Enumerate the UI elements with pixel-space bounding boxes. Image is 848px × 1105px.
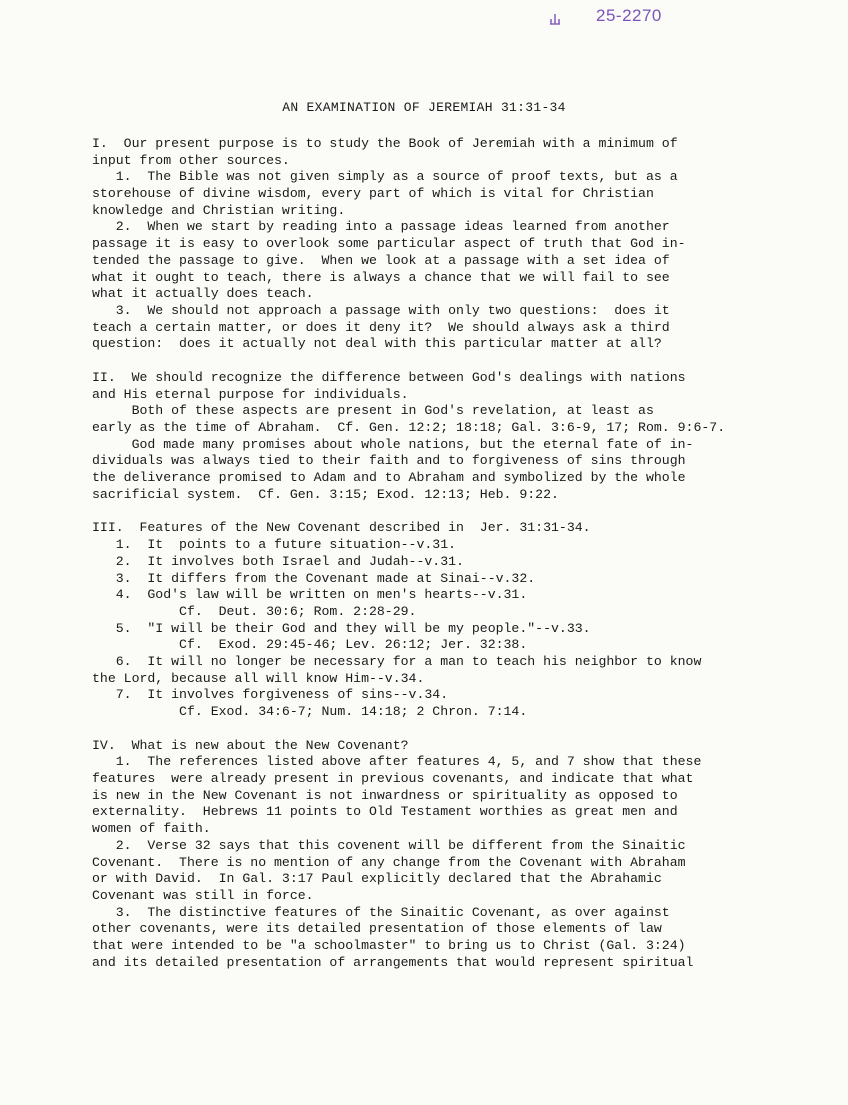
text-line: women of faith. [92, 821, 211, 837]
text-line: teach a certain matter, or does it deny it? We should always ask a third [92, 319, 670, 335]
archive-stamp [548, 6, 662, 26]
text-line: knowledge and Christian writing. [92, 202, 346, 218]
text-line: question: does it actually not deal with this particular matter at all? [92, 336, 662, 352]
text-line: storehouse of divine wisdom, every part of which is vital for Christian [92, 186, 654, 202]
text-line: input from other sources. [92, 152, 290, 168]
text-line: and His eternal purpose for individuals. [92, 386, 409, 402]
text-line: or with David. In Gal. 3:17 Paul explicitly declared that the Abrahamic [92, 871, 662, 887]
text-line: that were intended to be "a schoolmaster" to bring us to Christ (Gal. 3:24) [92, 937, 686, 953]
text-line: passage it is easy to overlook some particular aspect of truth that God in- [92, 236, 686, 252]
text-line: 3. The distinctive features of the Sinaitic Covenant, as over against [92, 904, 670, 920]
text-line: dividuals was always tied to their faith and to forgiveness of sins through [92, 453, 686, 469]
text-line: externality. Hebrews 11 points to Old Testament worthies as great men and [92, 804, 678, 820]
section-2 [92, 370, 792, 504]
text-line: I. Our present purpose is to study the Book of Jeremiah with a minimum of [92, 136, 678, 151]
text-line: the deliverance promised to Adam and to Abraham and symbolized by the whole [92, 470, 686, 486]
text-line: 1. It points to a future situation--v.31. [92, 537, 457, 553]
text-line: 2. Verse 32 says that this covenent will be different from the Sinaitic [92, 837, 686, 853]
text-line: features were already present in previous covenants, and indicate that what [92, 771, 694, 787]
text-line: 5. "I will be their God and they will be my people."--v.33. [92, 620, 591, 636]
text-line: Cf. Exod. 29:45-46; Lev. 26:12; Jer. 32:38. [92, 637, 528, 653]
section-spacer [92, 353, 792, 370]
document-body [92, 136, 792, 971]
text-line: is new in the New Covenant is not inwardness or spirituality as opposed to [92, 787, 678, 803]
text-line: Covenant was still in force. [92, 887, 314, 903]
text-line: what it actually does teach. [92, 286, 314, 302]
text-line: sacrificial system. Cf. Gen. 3:15; Exod. 12:13; Heb. 9:22. [92, 486, 559, 502]
text-line: 7. It involves forgiveness of sins--v.34. [92, 687, 449, 703]
text-line: 2. When we start by reading into a passage ideas learned from another [92, 219, 670, 235]
section-3 [92, 520, 792, 720]
text-line: early as the time of Abraham. Cf. Gen. 12:2; 18:18; Gal. 3:6-9, 17; Rom. 9:6-7. [92, 420, 726, 435]
text-line: what it ought to teach, there is always a chance that we will fail to see [92, 269, 670, 285]
text-line: other covenants, were its detailed presentation of those elements of law [92, 921, 662, 937]
text-line: 4. God's law will be written on men's hearts--v.31. [92, 587, 528, 603]
text-line: Cf. Exod. 34:6-7; Num. 14:18; 2 Chron. 7:14. [92, 704, 528, 719]
section-4 [92, 738, 792, 972]
text-line: 3. It differs from the Covenant made at Sinai--v.32. [92, 570, 536, 586]
text-line: IV. What is new about the New Covenant? [92, 737, 409, 753]
text-line: tended the passage to give. When we look at a passage with a set idea of [92, 252, 670, 268]
text-line: and its detailed presentation of arrangements that would represent spiritual [92, 954, 694, 970]
text-line: God made many promises about whole nations, but the eternal fate of in- [92, 436, 694, 452]
text-line: 1. The references listed above after features 4, 5, and 7 show that these [92, 754, 702, 770]
text-line: III. Features of the New Covenant described in Jer. 31:31-34. [92, 520, 591, 536]
text-line: Both of these aspects are present in God's revelation, at least as [92, 403, 654, 419]
text-line: 2. It involves both Israel and Judah--v.31. [92, 553, 464, 569]
document-title: AN EXAMINATION OF JEREMIAH 31:31-34 [282, 100, 566, 115]
text-line: Covenant. There is no mention of any change from the Covenant with Abraham [92, 854, 686, 870]
stamp-number: 25-2270 [596, 6, 662, 25]
text-line: the Lord, because all will know Him--v.34. [92, 670, 425, 686]
text-line: 1. The Bible was not given simply as a source of proof texts, but as a [92, 169, 678, 185]
text-line: 3. We should not approach a passage with only two questions: does it [92, 302, 670, 318]
text-line: Cf. Deut. 30:6; Rom. 2:28-29. [92, 603, 417, 619]
section-1 [92, 136, 792, 353]
section-spacer [92, 721, 792, 738]
section-spacer [92, 503, 792, 520]
text-line: 6. It will no longer be necessary for a man to teach his neighbor to know [92, 653, 702, 669]
stamp-mark-icon [548, 13, 562, 27]
text-line: II. We should recognize the difference between God's dealings with nations [92, 369, 686, 385]
